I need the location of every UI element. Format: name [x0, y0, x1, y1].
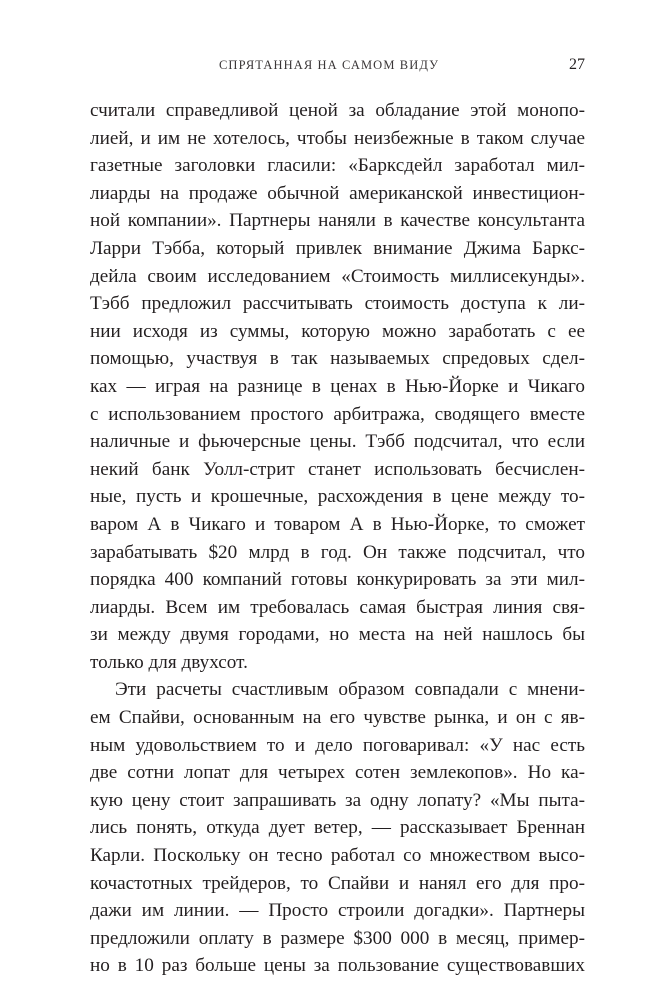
- text-line: предложили оплату в размере $300 000 в месяц, пример-: [90, 927, 585, 949]
- text-line: лись понять, откуда дует ветер, — рассказывает Бреннан: [90, 817, 585, 839]
- text-line: ной компании». Партнеры наняли в качестве консультанта: [90, 210, 585, 232]
- text-line: Ларри Тэбба, который привлек внимание Джима Баркс-: [90, 237, 585, 259]
- text-line: кочастотных трейдеров, то Спайви и нанял его для про-: [90, 872, 585, 894]
- text-line: ках — играя на разнице в ценах в Нью-Йорке и Чикаго: [90, 375, 585, 397]
- text-line: дажи им линии. — Просто строили догадки». Партнеры: [90, 900, 585, 922]
- text-line: помощью, участвуя в так называемых спредовых сдел-: [90, 348, 585, 370]
- running-title: СПРЯТАННАЯ НА САМОМ ВИДУ: [219, 58, 440, 72]
- text-line: некий банк Уолл-стрит станет использовать бесчислен-: [90, 458, 585, 480]
- paragraph: [90, 97, 585, 676]
- body-text: [90, 97, 585, 980]
- text-line: кую цену стоит запрашивать за одну лопату? «Мы пыта-: [90, 789, 585, 811]
- text-line: лией, и им не хотелось, чтобы неизбежные в таком случае: [90, 127, 585, 149]
- text-line: зи между двумя городами, но места на ней нашлось бы: [90, 624, 585, 646]
- text-line: дейла своим исследованием «Стоимость миллисекунды».: [90, 265, 585, 287]
- text-line: лиарды. Всем им требовалась самая быстрая линия свя-: [90, 596, 585, 618]
- paragraph: [90, 676, 585, 980]
- text-line: зарабатывать $20 млрд в год. Он также подсчитал, что: [90, 541, 585, 563]
- text-line: считали справедливой ценой за обладание этой монопо-: [90, 100, 585, 121]
- text-line: порядка 400 компаний готовы конкурировать за эти мил-: [90, 569, 585, 591]
- text-line: лиарды на продаже обычной американской инвестицион-: [90, 182, 585, 204]
- text-line: нии исходя из суммы, которую можно заработать с ее: [90, 320, 585, 342]
- text-line: Тэбб предложил рассчитывать стоимость доступа к ли-: [90, 293, 585, 315]
- text-line: ным удовольствием то и дело поговаривал: «У нас есть: [90, 734, 585, 756]
- text-line: ем Спайви, основанным на его чувстве рынка, и он с яв-: [90, 707, 585, 729]
- running-head: [90, 56, 585, 80]
- text-line: только для двухсот.: [90, 651, 248, 673]
- text-line: но в 10 раз больше цены за пользование существовавших: [90, 955, 585, 977]
- text-line: Эти расчеты счастливым образом совпадали с мнени-: [115, 679, 585, 701]
- text-line: варом А в Чикаго и товаром А в Нью-Йорке, то сможет: [90, 513, 585, 535]
- page-number: 27: [569, 56, 585, 73]
- text-line: газетные заголовки гласили: «Барксдейл заработал мил-: [90, 155, 585, 177]
- text-line: наличные и фьючерсные цены. Тэбб подсчитал, что если: [90, 431, 585, 453]
- text-line: две сотни лопат для четырех сотен землекопов». Но ка-: [90, 762, 585, 784]
- text-line: с использованием простого арбитража, сводящего вместе: [90, 403, 585, 425]
- text-line: Карли. Поскольку он тесно работал со множеством высо-: [90, 845, 585, 867]
- text-line: ные, пусть и крошечные, расхождения в цене между то-: [90, 486, 585, 508]
